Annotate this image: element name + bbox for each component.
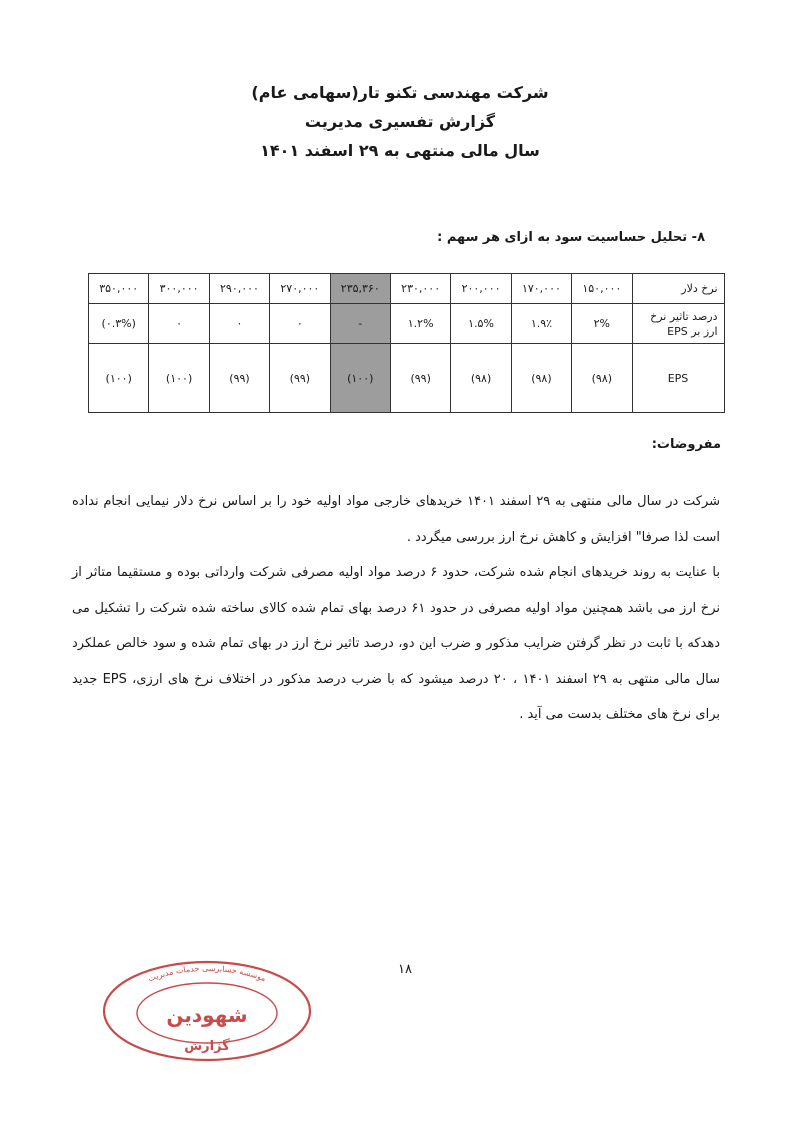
row-label-eps: EPS xyxy=(632,344,724,413)
sensitivity-table xyxy=(88,273,725,413)
section-title: ۸- تحلیل حساسیت سود به ازای هر سهم : xyxy=(437,230,705,245)
stamp-ring-text: موسسه حسابرسی خدمات مدیریت xyxy=(146,963,268,984)
eps-cell: (۹۸) xyxy=(511,344,571,413)
rate-cell: ۱۵۰,۰۰۰ xyxy=(572,274,632,304)
rate-cell: ۳۰۰,۰۰۰ xyxy=(149,274,209,304)
stamp-label: گزارش xyxy=(184,1039,230,1054)
impact-cell: ۱.۵% xyxy=(451,304,511,344)
impact-label-line2: ارز بر EPS xyxy=(667,324,718,338)
impact-cell-base: - xyxy=(330,304,390,344)
eps-cell-base: (۱۰۰) xyxy=(330,344,390,413)
impact-cell: ۰ xyxy=(149,304,209,344)
impact-label-line1: درصد تاثیر نرخ xyxy=(650,309,718,323)
company-name: شرکت مهندسی تکنو تار(سهامی عام) xyxy=(251,83,549,102)
eps-cell: (۹۹) xyxy=(209,344,269,413)
impact-cell: ۲% xyxy=(572,304,632,344)
row-label-rate: نرخ دلار xyxy=(632,274,724,304)
eps-cell: (۱۰۰) xyxy=(89,344,149,413)
eps-cell: (۹۸) xyxy=(572,344,632,413)
rate-cell: ۲۹۰,۰۰۰ xyxy=(209,274,269,304)
rate-cell-base: ۲۳۵,۳۶۰ xyxy=(330,274,390,304)
assumptions-body xyxy=(72,484,720,733)
eps-cell: (۹۸) xyxy=(451,344,511,413)
auditor-stamp xyxy=(100,958,315,1064)
assumptions-title: مفروضات: xyxy=(651,437,721,452)
fiscal-period: سال مالی منتهی به ۲۹ اسفند ۱۴۰۱ xyxy=(260,141,540,160)
rate-cell: ۳۵۰,۰۰۰ xyxy=(89,274,149,304)
eps-cell: (۹۹) xyxy=(390,344,450,413)
rate-cell: ۲۷۰,۰۰۰ xyxy=(270,274,330,304)
eps-cell: (۱۰۰) xyxy=(149,344,209,413)
eps-cell: (۹۹) xyxy=(270,344,330,413)
impact-cell: ۰ xyxy=(270,304,330,344)
exchange-rate-row xyxy=(89,274,725,304)
report-title: گزارش تفسیری مدیریت xyxy=(304,112,496,131)
impact-cell: ۰ xyxy=(209,304,269,344)
rate-cell: ۲۳۰,۰۰۰ xyxy=(390,274,450,304)
page-number: ۱۸ xyxy=(398,962,412,977)
rate-cell: ۱۷۰,۰۰۰ xyxy=(511,274,571,304)
impact-cell: ۱.۹٪ xyxy=(511,304,571,344)
assumption-paragraph: با عنایت به روند خریدهای انجام شده شرکت، حدود ۶ درصد مواد اولیه مصرفی شرکت وارداتی بوده و مستقیما متاثر از نرخ ارز می باشد همچنین مواد اولیه مصرفی در حدود ۶۱ درصد بهای تمام شده کالای ساخته شده شرکت را تشکیل می دهدکه با ثابت در نظر گرفتن ضرایب مذکور و ضرب این دو، درصد تاثیر نرخ ارز در بهای تمام شده و سود خالص عملکرد سال مالی منتهی به ۲۹ اسفند ۱۴۰۱ ، ۲۰ درصد میشود که با ضرب درصد مذکور در اختلاف نرخ های ارزی، EPS جدید برای نرخ های مختلف بدست می آید . xyxy=(72,565,721,722)
stamp-name: شهودین xyxy=(166,1003,248,1027)
assumption-paragraph: شرکت در سال مالی منتهی به ۲۹ اسفند ۱۴۰۱ خریدهای خارجی مواد اولیه خود را بر اساس نرخ دلار نیمایی انجام نداده است لذا صرفا" افزایش و کاهش نرخ ارز بررسی میگردد . xyxy=(72,494,721,545)
impact-cell: ۱.۲% xyxy=(390,304,450,344)
eps-row xyxy=(89,344,725,413)
impact-cell: (۰.۳%) xyxy=(89,304,149,344)
document-header xyxy=(150,78,650,165)
impact-row xyxy=(89,304,725,344)
rate-cell: ۲۰۰,۰۰۰ xyxy=(451,274,511,304)
row-label-impact xyxy=(632,304,724,344)
